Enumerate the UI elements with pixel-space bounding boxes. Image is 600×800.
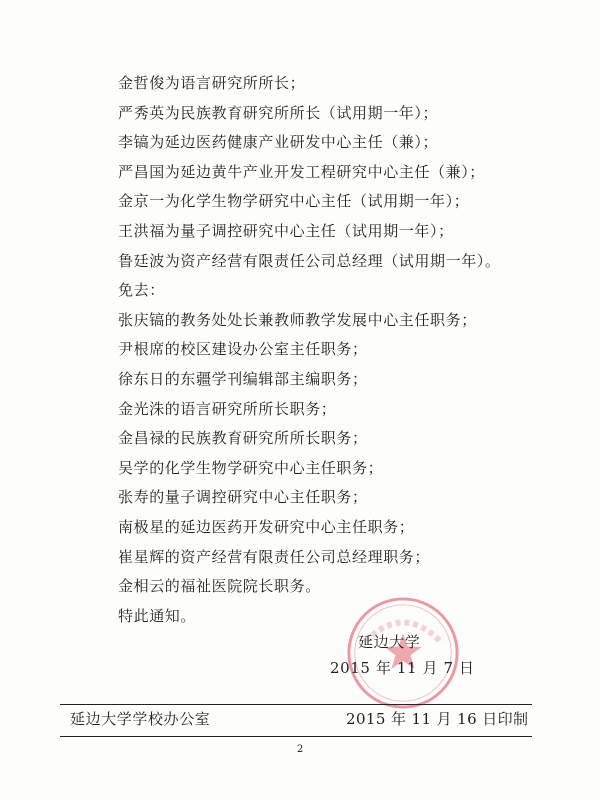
signature-date: 2015 年 11 月 7 日 — [330, 659, 475, 677]
body-line: 鲁廷波为资产经营有限责任公司总经理（试用期一年）。 — [118, 251, 501, 270]
body-line: 金相云的福祉医院院长职务。 — [118, 577, 321, 596]
footer-print-date: 2015 年 11 月 16 日印制 — [346, 710, 529, 728]
body-line: 金京一为化学生物学研究中心主任（试用期一年）； — [118, 192, 470, 211]
body-line: 严昌国为延边黄牛产业开发工程研究中心主任（兼）； — [118, 162, 485, 181]
body-line-heading: 免去： — [118, 281, 165, 300]
page-number: 2 — [296, 744, 304, 755]
body-line: 王洪福为量子调控研究中心主任（试用期一年）； — [118, 221, 454, 240]
footer-divider-bottom — [60, 736, 532, 737]
body-line: 严秀英为民族教育研究所所长（试用期一年）； — [118, 103, 439, 122]
body-line: 徐东日的东疆学刊编辑部主编职务； — [118, 369, 368, 388]
body-line: 金哲俊为语言研究所所长； — [118, 74, 306, 92]
body-line: 吴学的化学生物学研究中心主任职务； — [118, 458, 384, 477]
document-body — [118, 69, 538, 631]
body-line: 南极星的延边医药开发研究中心主任职务； — [118, 517, 415, 536]
body-line: 金昌禄的民族教育研究所所长职务； — [118, 429, 368, 448]
body-line: 张庆镐的教务处处长兼教师教学发展中心主任职务； — [118, 310, 477, 329]
footer-divider-top — [60, 704, 532, 705]
signature-org: 延边大学 — [358, 633, 421, 651]
footer-issuer: 延边大学学校办公室 — [70, 710, 211, 728]
closing-line: 特此通知。 — [118, 606, 197, 625]
body-line: 尹根席的校区建设办公室主任职务； — [118, 340, 368, 359]
body-line: 崔星辉的资产经营有限责任公司总经理职务； — [118, 547, 431, 566]
body-line: 金光洙的语言研究所所长职务； — [118, 399, 337, 418]
body-line: 张寿的量子调控研究中心主任职务； — [118, 488, 368, 507]
body-line: 李镐为延边医药健康产业研发中心主任（兼）； — [118, 133, 439, 152]
